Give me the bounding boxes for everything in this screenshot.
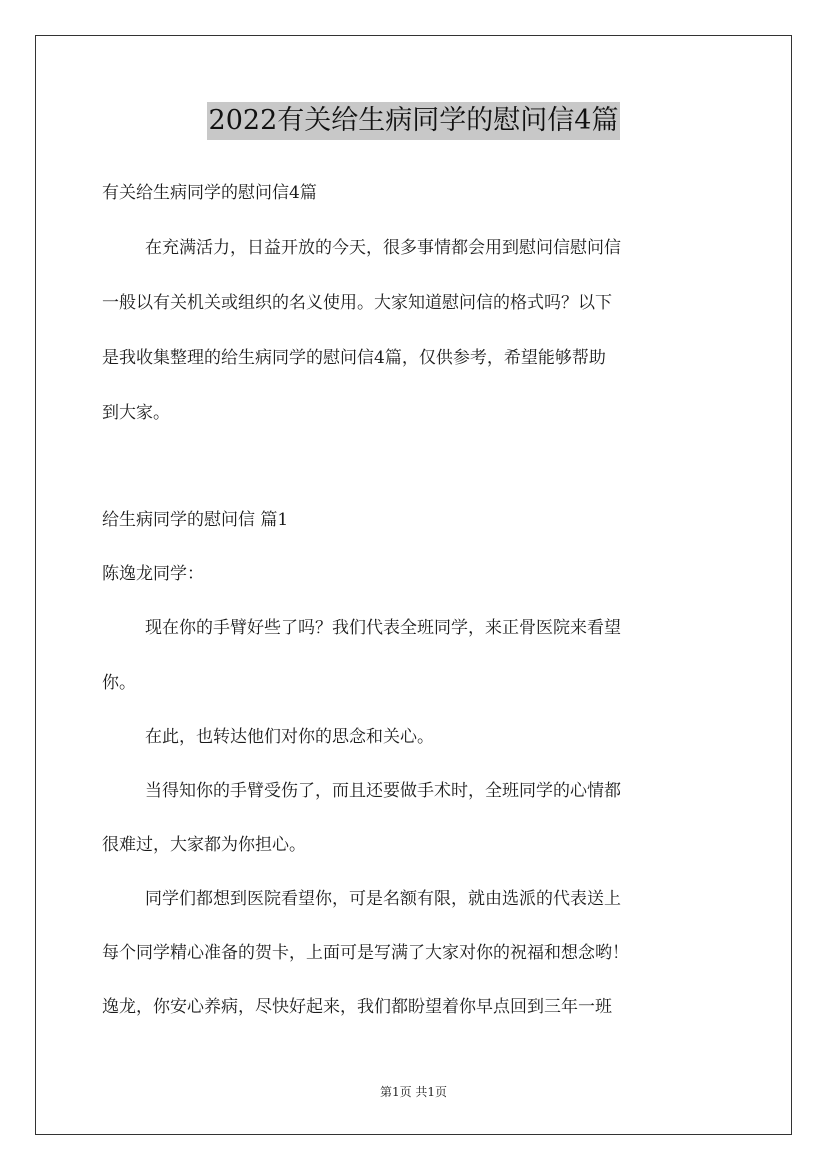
page-footer: 第1页 共1页 <box>379 1085 448 1099</box>
title-container <box>0 102 827 140</box>
body-line: 当得知你的手臂受伤了，而且还要做手术时，全班同学的心情都 <box>145 781 621 801</box>
intro-line: 一般以有关机关或组织的名义使用。大家知道慰问信的格式吗？以下 <box>102 293 612 313</box>
intro-line: 在充满活力，日益开放的今天，很多事情都会用到慰问信慰问信 <box>145 238 621 258</box>
body-line: 每个同学精心准备的贺卡，上面可是写满了大家对你的祝福和想念哟！ <box>102 943 629 963</box>
intro-line: 是我收集整理的给生病同学的慰问信4篇，仅供参考，希望能够帮助 <box>102 348 606 368</box>
body-line: 在此，也转达他们对你的思念和关心。 <box>145 727 434 747</box>
document-title: 2022有关给生病同学的慰问信4篇 <box>207 102 621 140</box>
document-subtitle: 有关给生病同学的慰问信4篇 <box>102 183 317 203</box>
body-line: 逸龙，你安心养病，尽快好起来，我们都盼望着你早点回到三年一班 <box>102 997 612 1017</box>
body-line: 你。 <box>102 673 136 693</box>
body-line: 同学们都想到医院看望你，可是名额有限，就由选派的代表送上 <box>145 889 621 909</box>
intro-line: 到大家。 <box>102 403 170 423</box>
body-line: 现在你的手臂好些了吗？我们代表全班同学，来正骨医院来看望 <box>145 618 621 638</box>
section-heading: 给生病同学的慰问信 篇1 <box>102 510 289 530</box>
body-line: 很难过，大家都为你担心。 <box>102 835 306 855</box>
salutation: 陈逸龙同学： <box>102 564 204 584</box>
